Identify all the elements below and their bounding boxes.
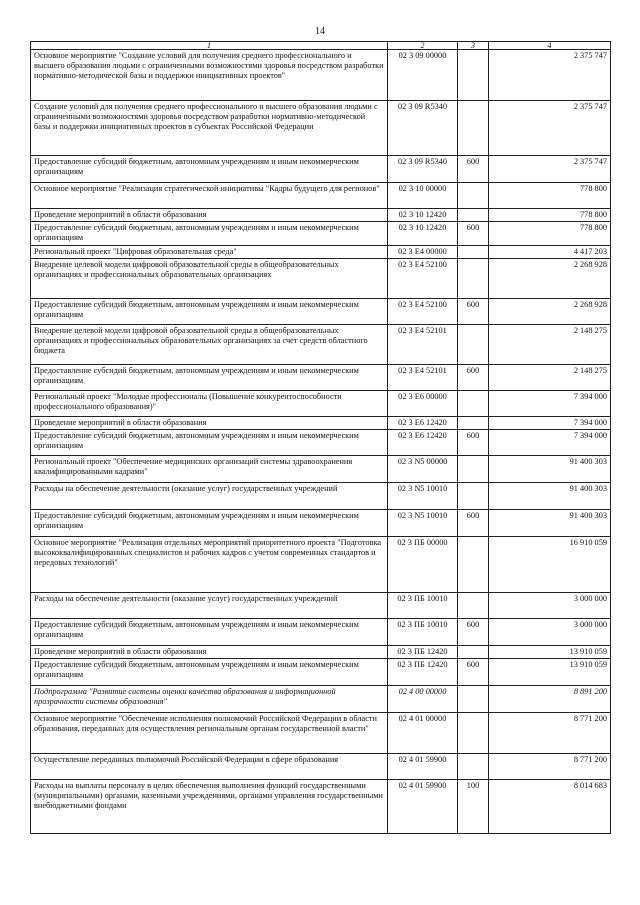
row-name: Расходы на обеспечение деятельности (оказание услуг) государственных учреждений [31, 483, 388, 510]
row-name: Основное мероприятие "Реализация стратегической инициативы "Кадры будущего для регионов" [31, 183, 388, 209]
row-expense-type [458, 417, 489, 430]
table-row [31, 510, 611, 537]
row-expense-type: 600 [458, 299, 489, 325]
row-name: Предоставление субсидий бюджетным, автономным учреждениям и иным некоммерческим организациям [31, 365, 388, 391]
row-code: 02 3 E4 52101 [388, 325, 458, 365]
row-name: Предоставление субсидий бюджетным, автономным учреждениям и иным некоммерческим организациям [31, 619, 388, 646]
row-sum: 2 375 747 [489, 156, 611, 183]
row-expense-type [458, 183, 489, 209]
row-sum: 3 000 000 [489, 593, 611, 619]
table-row [31, 456, 611, 483]
row-sum: 2 268 928 [489, 299, 611, 325]
row-name: Предоставление субсидий бюджетным, автономным учреждениям и иным некоммерческим организациям [31, 510, 388, 537]
row-expense-type: 600 [458, 365, 489, 391]
row-expense-type [458, 593, 489, 619]
table-row [31, 325, 611, 365]
table-row [31, 209, 611, 222]
row-code: 02 3 ПБ 12420 [388, 646, 458, 659]
table-row [31, 780, 611, 834]
row-expense-type: 600 [458, 156, 489, 183]
row-expense-type [458, 686, 489, 713]
row-sum: 4 417 203 [489, 246, 611, 259]
row-sum: 3 000 000 [489, 619, 611, 646]
row-name: Проведение мероприятий в области образования [31, 646, 388, 659]
table-row [31, 646, 611, 659]
table-row [31, 619, 611, 646]
row-sum: 7 394 000 [489, 391, 611, 417]
row-name: Расходы на выплаты персоналу в целях обеспечения выполнения функций государственными (муниципальными) органами, казенными учреждениями, органами управления государственными внебюджетными фондами [31, 780, 388, 834]
row-sum: 2 268 928 [489, 259, 611, 299]
table-row [31, 365, 611, 391]
row-name: Внедрение целевой модели цифровой образовательной среды в общеобразовательных организациях и профессиональных образовательных организациях за счет средств областного бюджета [31, 325, 388, 365]
row-sum: 16 910 059 [489, 537, 611, 593]
row-code: 02 4 00 00000 [388, 686, 458, 713]
row-code: 02 3 N5 10010 [388, 483, 458, 510]
row-name: Основное мероприятие "Создание условий для получения среднего профессионального и высшего образования людьми с ограниченными возможностями здоровья посредством разработки нормативно-методической базы и поддержки инициативных проектов" [31, 50, 388, 101]
row-expense-type [458, 754, 489, 780]
row-name: Региональный проект "Обеспечение медицинских организаций системы здравоохранения квалифицированными кадрами" [31, 456, 388, 483]
row-sum: 8 771 200 [489, 754, 611, 780]
row-expense-type: 600 [458, 619, 489, 646]
row-sum: 8 771 200 [489, 713, 611, 754]
table-row [31, 593, 611, 619]
row-code: 02 3 E4 00000 [388, 246, 458, 259]
row-name: Подпрограмма "Развитие системы оценки качества образования и информационной прозрачности системы образования" [31, 686, 388, 713]
row-name: Основное мероприятие "Реализация отдельных мероприятий приоритетного проекта "Подготовка высококвалифицированных специалистов и рабочих кадров с учетом современных стандартов и передовых технологий" [31, 537, 388, 593]
row-name: Проведение мероприятий в области образования [31, 417, 388, 430]
row-name: Проведение мероприятий в области образования [31, 209, 388, 222]
row-name: Предоставление субсидий бюджетным, автономным учреждениям и иным некоммерческим организациям [31, 659, 388, 686]
row-name: Создание условий для получения среднего профессионального и высшего образования людьми с ограниченными возможностями здоровья посредством разработки нормативно-методической базы и поддержки инициативных проектов в субъектах Российской Федерации [31, 101, 388, 156]
row-name: Внедрение целевой модели цифровой образовательной среды в общеобразовательных организациях и профессиональных образовательных организациях [31, 259, 388, 299]
row-expense-type [458, 713, 489, 754]
row-sum: 778 800 [489, 183, 611, 209]
row-sum: 91 400 303 [489, 510, 611, 537]
table-row [31, 156, 611, 183]
row-name: Предоставление субсидий бюджетным, автономным учреждениям и иным некоммерческим организациям [31, 430, 388, 456]
row-expense-type [458, 325, 489, 365]
table-row [31, 101, 611, 156]
row-sum: 778 800 [489, 222, 611, 246]
row-code: 02 3 ПБ 10010 [388, 619, 458, 646]
row-expense-type [458, 391, 489, 417]
row-sum: 2 148 275 [489, 325, 611, 365]
row-sum: 13 910 059 [489, 646, 611, 659]
row-code: 02 3 E6 12420 [388, 417, 458, 430]
row-expense-type [458, 50, 489, 101]
page-number: 14 [315, 26, 325, 37]
table-row [31, 222, 611, 246]
row-expense-type: 600 [458, 430, 489, 456]
row-code: 02 3 09 00000 [388, 50, 458, 101]
table-row [31, 50, 611, 101]
row-sum: 2 148 275 [489, 365, 611, 391]
row-sum: 7 394 000 [489, 417, 611, 430]
row-sum: 8 891 200 [489, 686, 611, 713]
row-code: 02 3 09 R5340 [388, 101, 458, 156]
table-row [31, 259, 611, 299]
row-name: Осуществление переданных полномочий Российской Федерации в сфере образования [31, 754, 388, 780]
row-name: Предоставление субсидий бюджетным, автономным учреждениям и иным некоммерческим организациям [31, 156, 388, 183]
row-code: 02 4 01 00000 [388, 713, 458, 754]
table-row [31, 713, 611, 754]
row-sum: 2 375 747 [489, 101, 611, 156]
row-expense-type: 100 [458, 780, 489, 834]
row-code: 02 3 N5 10010 [388, 510, 458, 537]
row-code: 02 3 ПБ 00000 [388, 537, 458, 593]
row-code: 02 3 ПБ 12420 [388, 659, 458, 686]
row-sum: 2 375 747 [489, 50, 611, 101]
table-row [31, 183, 611, 209]
table-row [31, 483, 611, 510]
row-name: Предоставление субсидий бюджетным, автономным учреждениям и иным некоммерческим организациям [31, 222, 388, 246]
row-name: Основное мероприятие "Обеспечение исполнения полномочий Российской Федерации в области образования, переданных для осуществления региональным органам государственной власти" [31, 713, 388, 754]
column-header-expense-type: 3 [458, 42, 489, 50]
column-header-code: 2 [388, 42, 458, 50]
row-sum: 778 800 [489, 209, 611, 222]
row-sum: 91 400 303 [489, 456, 611, 483]
row-code: 02 3 N5 00000 [388, 456, 458, 483]
row-sum: 7 394 000 [489, 430, 611, 456]
row-code: 02 3 10 12420 [388, 222, 458, 246]
row-code: 02 3 E6 12420 [388, 430, 458, 456]
row-code: 02 3 09 R5340 [388, 156, 458, 183]
table-row [31, 391, 611, 417]
row-sum: 91 400 303 [489, 483, 611, 510]
row-expense-type: 600 [458, 510, 489, 537]
row-expense-type [458, 537, 489, 593]
row-code: 02 4 01 59900 [388, 754, 458, 780]
table-row [31, 246, 611, 259]
row-expense-type: 600 [458, 222, 489, 246]
column-header-row [31, 42, 611, 50]
row-expense-type [458, 646, 489, 659]
row-expense-type [458, 246, 489, 259]
table-row [31, 659, 611, 686]
row-code: 02 3 ПБ 10010 [388, 593, 458, 619]
row-code: 02 3 E4 52100 [388, 259, 458, 299]
table-row [31, 430, 611, 456]
row-code: 02 3 10 12420 [388, 209, 458, 222]
row-expense-type [458, 101, 489, 156]
row-name: Расходы на обеспечение деятельности (оказание услуг) государственных учреждений [31, 593, 388, 619]
row-code: 02 3 10 00000 [388, 183, 458, 209]
column-header-name: 1 [31, 42, 388, 50]
row-expense-type [458, 483, 489, 510]
row-name: Региональный проект "Цифровая образовательная среда" [31, 246, 388, 259]
row-name: Региональный проект "Молодые профессионалы (Повышение конкурентоспособности профессионального образования)" [31, 391, 388, 417]
row-expense-type [458, 456, 489, 483]
row-code: 02 3 E4 52101 [388, 365, 458, 391]
row-expense-type [458, 209, 489, 222]
table-row [31, 537, 611, 593]
row-sum: 8 014 683 [489, 780, 611, 834]
row-name: Предоставление субсидий бюджетным, автономным учреждениям и иным некоммерческим организациям [31, 299, 388, 325]
budget-table [30, 41, 611, 834]
row-expense-type [458, 259, 489, 299]
table-row [31, 754, 611, 780]
table-row [31, 417, 611, 430]
table-row [31, 686, 611, 713]
row-code: 02 3 E6 00000 [388, 391, 458, 417]
table-row [31, 299, 611, 325]
column-header-sum: 4 [489, 42, 611, 50]
row-sum: 13 910 059 [489, 659, 611, 686]
row-expense-type: 600 [458, 659, 489, 686]
row-code: 02 3 E4 52100 [388, 299, 458, 325]
row-code: 02 4 01 59900 [388, 780, 458, 834]
